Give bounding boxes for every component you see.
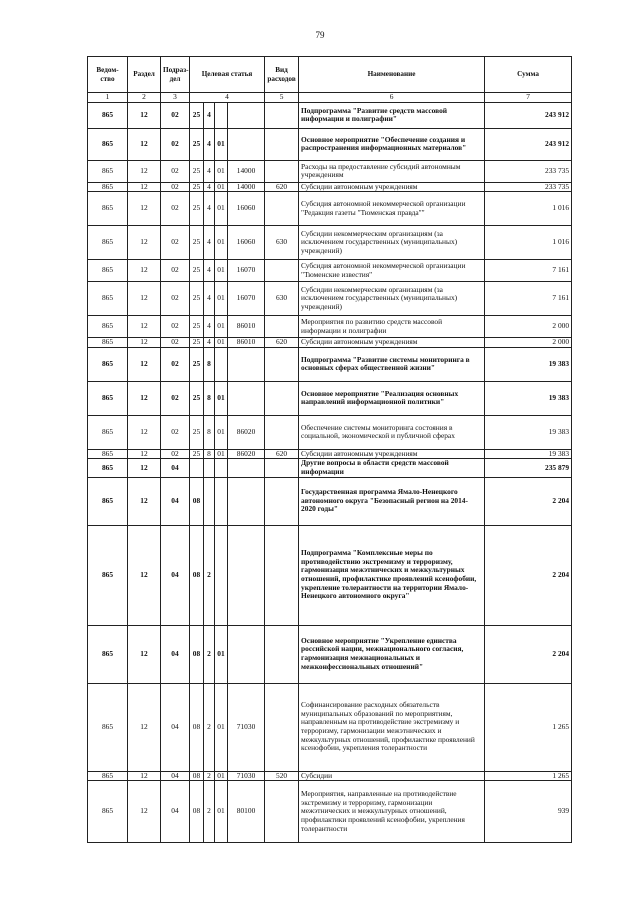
target-event-cell: 01: [215, 160, 228, 182]
target-subprogram-cell: 4: [204, 160, 215, 182]
ved-cell: 865: [88, 226, 128, 260]
target-program-cell: 25: [190, 128, 204, 160]
podrazdel-cell: 02: [161, 338, 190, 348]
target-event-cell: 01: [215, 781, 228, 843]
sum-cell: 243 912: [485, 102, 572, 128]
table-row: [88, 415, 572, 449]
ved-cell: 865: [88, 160, 128, 182]
podrazdel-cell: 02: [161, 449, 190, 459]
expense-type-cell: [265, 459, 299, 477]
sum-cell: 2 204: [485, 477, 572, 525]
sum-cell: 1 016: [485, 192, 572, 226]
target-subprogram-cell: 2: [204, 683, 215, 771]
table-row: [88, 347, 572, 381]
expense-type-cell: [265, 381, 299, 415]
podrazdel-cell: 02: [161, 347, 190, 381]
razdel-cell: 12: [128, 449, 161, 459]
target-direction-cell: 86010: [228, 316, 265, 338]
target-direction-cell: [228, 625, 265, 683]
razdel-cell: 12: [128, 316, 161, 338]
table-row: [88, 771, 572, 781]
name-cell: Государственная программа Ямало-Ненецкого автономного округа "Безопасный регион на 2014-2020 годы": [299, 477, 485, 525]
podrazdel-cell: 04: [161, 477, 190, 525]
ved-cell: 865: [88, 128, 128, 160]
target-subprogram-cell: [204, 477, 215, 525]
razdel-cell: 12: [128, 128, 161, 160]
razdel-cell: 12: [128, 347, 161, 381]
sum-cell: 1 265: [485, 771, 572, 781]
name-cell: Основное мероприятие "Реализация основных направлений информационной политики": [299, 381, 485, 415]
razdel-cell: 12: [128, 192, 161, 226]
ved-cell: 865: [88, 102, 128, 128]
table-row: [88, 459, 572, 477]
target-program-cell: 08: [190, 525, 204, 625]
target-direction-cell: 71030: [228, 771, 265, 781]
podrazdel-cell: 02: [161, 282, 190, 316]
table-row: [88, 182, 572, 192]
target-subprogram-cell: 8: [204, 415, 215, 449]
name-cell: Софинансирование расходных обязательств муниципальных образований по мероприятиям, направленным на противодействие экстремизму и терроризму, гармонизации межэтнических и межкультурных отношений, профилактике проявлений ксенофобии, укрепления толерантности: [299, 683, 485, 771]
target-program-cell: [190, 459, 204, 477]
target-program-cell: 25: [190, 160, 204, 182]
expense-type-cell: [265, 128, 299, 160]
index-cell: 3: [161, 93, 190, 103]
razdel-cell: 12: [128, 459, 161, 477]
header-podrazdel: Подраз-дел: [161, 57, 190, 93]
ved-cell: 865: [88, 260, 128, 282]
razdel-cell: 12: [128, 625, 161, 683]
target-event-cell: 01: [215, 182, 228, 192]
table-row: [88, 160, 572, 182]
table-row: [88, 226, 572, 260]
target-direction-cell: [228, 525, 265, 625]
table-row: [88, 381, 572, 415]
target-event-cell: [215, 102, 228, 128]
podrazdel-cell: 04: [161, 625, 190, 683]
ved-cell: 865: [88, 771, 128, 781]
target-event-cell: 01: [215, 128, 228, 160]
razdel-cell: 12: [128, 260, 161, 282]
expense-type-cell: [265, 260, 299, 282]
target-subprogram-cell: 4: [204, 128, 215, 160]
name-cell: Субсидия автономной некоммерческой организации "Редакция газеты "Тюменская правда"": [299, 192, 485, 226]
page-number: 79: [315, 30, 325, 40]
name-cell: Субсидии: [299, 771, 485, 781]
name-cell: Мероприятия по развитию средств массовой информации и полиграфии: [299, 316, 485, 338]
expense-type-cell: [265, 347, 299, 381]
razdel-cell: 12: [128, 683, 161, 771]
expense-type-cell: 620: [265, 338, 299, 348]
index-cell: 4: [190, 93, 265, 103]
header-name: Наименование: [299, 57, 485, 93]
razdel-cell: 12: [128, 415, 161, 449]
target-direction-cell: 16060: [228, 226, 265, 260]
podrazdel-cell: 04: [161, 781, 190, 843]
razdel-cell: 12: [128, 771, 161, 781]
ved-cell: 865: [88, 449, 128, 459]
target-event-cell: 01: [215, 282, 228, 316]
target-program-cell: 25: [190, 182, 204, 192]
target-program-cell: 08: [190, 683, 204, 771]
razdel-cell: 12: [128, 102, 161, 128]
target-program-cell: 25: [190, 338, 204, 348]
target-program-cell: 25: [190, 415, 204, 449]
target-subprogram-cell: 4: [204, 282, 215, 316]
expense-type-cell: [265, 192, 299, 226]
name-cell: Обеспечение системы мониторинга состояния в социальной, экономической и публичной сферах: [299, 415, 485, 449]
table-row: [88, 102, 572, 128]
sum-cell: 233 735: [485, 182, 572, 192]
razdel-cell: 12: [128, 182, 161, 192]
target-program-cell: 25: [190, 102, 204, 128]
header-target: Целевая статья: [190, 57, 265, 93]
sum-cell: 19 383: [485, 381, 572, 415]
razdel-cell: 12: [128, 338, 161, 348]
target-subprogram-cell: 2: [204, 625, 215, 683]
target-subprogram-cell: 2: [204, 525, 215, 625]
name-cell: Подпрограмма "Развитие средств массовой информации и полиграфии": [299, 102, 485, 128]
target-event-cell: 01: [215, 683, 228, 771]
target-event-cell: 01: [215, 192, 228, 226]
target-program-cell: 25: [190, 226, 204, 260]
expense-type-cell: [265, 683, 299, 771]
target-program-cell: 25: [190, 192, 204, 226]
table-row: [88, 282, 572, 316]
podrazdel-cell: 04: [161, 683, 190, 771]
header-razdel: Раздел: [128, 57, 161, 93]
expense-type-cell: [265, 477, 299, 525]
index-cell: 7: [485, 93, 572, 103]
razdel-cell: 12: [128, 381, 161, 415]
razdel-cell: 12: [128, 282, 161, 316]
header-vid: Вид расходов: [265, 57, 299, 93]
index-cell: 2: [128, 93, 161, 103]
table-row: [88, 316, 572, 338]
ved-cell: 865: [88, 415, 128, 449]
ved-cell: 865: [88, 525, 128, 625]
sum-cell: 19 383: [485, 449, 572, 459]
target-event-cell: [215, 525, 228, 625]
target-program-cell: 08: [190, 625, 204, 683]
table-row: [88, 338, 572, 348]
ved-cell: 865: [88, 182, 128, 192]
sum-cell: 243 912: [485, 128, 572, 160]
target-subprogram-cell: 4: [204, 338, 215, 348]
name-cell: Основное мероприятие "Укрепление единства российской нации, межнационального согласия, гармонизация межнациональных и межконфессиональных отношений": [299, 625, 485, 683]
ved-cell: 865: [88, 381, 128, 415]
target-direction-cell: [228, 347, 265, 381]
sum-cell: 1 016: [485, 226, 572, 260]
target-event-cell: [215, 347, 228, 381]
podrazdel-cell: 02: [161, 260, 190, 282]
target-event-cell: 01: [215, 625, 228, 683]
table-row: [88, 525, 572, 625]
target-subprogram-cell: 4: [204, 226, 215, 260]
target-subprogram-cell: 2: [204, 781, 215, 843]
ved-cell: 865: [88, 192, 128, 226]
name-cell: Субсидии автономным учреждениям: [299, 449, 485, 459]
target-direction-cell: 14000: [228, 182, 265, 192]
target-event-cell: 01: [215, 338, 228, 348]
target-event-cell: 01: [215, 449, 228, 459]
target-program-cell: 08: [190, 477, 204, 525]
header-sum: Сумма: [485, 57, 572, 93]
ved-cell: 865: [88, 683, 128, 771]
razdel-cell: 12: [128, 160, 161, 182]
expense-type-cell: [265, 625, 299, 683]
expense-type-cell: [265, 316, 299, 338]
target-direction-cell: 86020: [228, 415, 265, 449]
target-direction-cell: [228, 128, 265, 160]
podrazdel-cell: 02: [161, 415, 190, 449]
expense-type-cell: [265, 525, 299, 625]
ved-cell: 865: [88, 282, 128, 316]
header-ved: Ведом-ство: [88, 57, 128, 93]
index-row: [88, 93, 572, 103]
target-subprogram-cell: 2: [204, 771, 215, 781]
target-program-cell: 25: [190, 282, 204, 316]
target-program-cell: 25: [190, 381, 204, 415]
sum-cell: 233 735: [485, 160, 572, 182]
index-cell: 1: [88, 93, 128, 103]
target-event-cell: [215, 477, 228, 525]
podrazdel-cell: 02: [161, 192, 190, 226]
expense-type-cell: 630: [265, 282, 299, 316]
target-direction-cell: 16070: [228, 260, 265, 282]
target-direction-cell: [228, 381, 265, 415]
table-row: [88, 449, 572, 459]
target-program-cell: 25: [190, 316, 204, 338]
table-row: [88, 128, 572, 160]
ved-cell: 865: [88, 781, 128, 843]
ved-cell: 865: [88, 347, 128, 381]
sum-cell: 7 161: [485, 282, 572, 316]
index-cell: 6: [299, 93, 485, 103]
name-cell: Субсидии некоммерческим организациям (за исключением государственных (муниципальных) учреждений): [299, 226, 485, 260]
target-subprogram-cell: 4: [204, 182, 215, 192]
podrazdel-cell: 02: [161, 128, 190, 160]
target-event-cell: [215, 459, 228, 477]
target-direction-cell: [228, 102, 265, 128]
target-event-cell: 01: [215, 415, 228, 449]
name-cell: Мероприятия, направленные на противодействие экстремизму и терроризму, гармонизации межэтнических и межкультурных отношений, профилактики проявлений ксенофобии, укрепления толерантности: [299, 781, 485, 843]
header-row: [88, 57, 572, 93]
target-program-cell: 08: [190, 771, 204, 781]
podrazdel-cell: 02: [161, 160, 190, 182]
ved-cell: 865: [88, 625, 128, 683]
target-direction-cell: 16060: [228, 192, 265, 226]
target-event-cell: 01: [215, 381, 228, 415]
target-direction-cell: 16070: [228, 282, 265, 316]
sum-cell: 235 879: [485, 459, 572, 477]
name-cell: Субсидии некоммерческим организациям (за исключением государственных (муниципальных) учреждений): [299, 282, 485, 316]
target-event-cell: 01: [215, 316, 228, 338]
target-program-cell: 08: [190, 781, 204, 843]
sum-cell: 7 161: [485, 260, 572, 282]
table-row: [88, 781, 572, 843]
podrazdel-cell: 02: [161, 381, 190, 415]
name-cell: Субсидии автономным учреждениям: [299, 338, 485, 348]
name-cell: Расходы на предоставление субсидий автономным учреждениям: [299, 160, 485, 182]
target-program-cell: 25: [190, 449, 204, 459]
target-direction-cell: 86010: [228, 338, 265, 348]
razdel-cell: 12: [128, 781, 161, 843]
target-direction-cell: 14000: [228, 160, 265, 182]
table-row: [88, 625, 572, 683]
sum-cell: 19 383: [485, 415, 572, 449]
expense-type-cell: [265, 160, 299, 182]
razdel-cell: 12: [128, 226, 161, 260]
name-cell: Другие вопросы в области средств массовой информации: [299, 459, 485, 477]
expense-type-cell: 620: [265, 449, 299, 459]
target-direction-cell: [228, 459, 265, 477]
name-cell: Подпрограмма "Комплексные меры по противодействию экстремизму и терроризму, гармонизация межэтнических и межкультурных отношений, профилактике проявлений ксенофобии, укрепление толерантности на территории Ямало-Ненецкого автономного округа": [299, 525, 485, 625]
expense-type-cell: [265, 781, 299, 843]
target-subprogram-cell: 8: [204, 449, 215, 459]
ved-cell: 865: [88, 459, 128, 477]
sum-cell: 2 204: [485, 525, 572, 625]
target-subprogram-cell: [204, 459, 215, 477]
target-subprogram-cell: 4: [204, 192, 215, 226]
podrazdel-cell: 02: [161, 226, 190, 260]
podrazdel-cell: 02: [161, 102, 190, 128]
expense-type-cell: 630: [265, 226, 299, 260]
table-row: [88, 683, 572, 771]
target-program-cell: 25: [190, 347, 204, 381]
target-subprogram-cell: 4: [204, 260, 215, 282]
ved-cell: 865: [88, 477, 128, 525]
expense-type-cell: [265, 102, 299, 128]
expense-type-cell: 620: [265, 182, 299, 192]
target-event-cell: 01: [215, 771, 228, 781]
sum-cell: 19 383: [485, 347, 572, 381]
target-subprogram-cell: 8: [204, 381, 215, 415]
target-program-cell: 25: [190, 260, 204, 282]
target-direction-cell: 86020: [228, 449, 265, 459]
podrazdel-cell: 02: [161, 316, 190, 338]
table-row: [88, 260, 572, 282]
name-cell: Подпрограмма "Развитие системы мониторинга в основных сферах общественной жизни": [299, 347, 485, 381]
target-direction-cell: [228, 477, 265, 525]
target-event-cell: 01: [215, 260, 228, 282]
razdel-cell: 12: [128, 477, 161, 525]
podrazdel-cell: 04: [161, 525, 190, 625]
ved-cell: 865: [88, 338, 128, 348]
sum-cell: 2 000: [485, 316, 572, 338]
expense-type-cell: 520: [265, 771, 299, 781]
table-row: [88, 477, 572, 525]
podrazdel-cell: 04: [161, 459, 190, 477]
podrazdel-cell: 04: [161, 771, 190, 781]
table-row: [88, 192, 572, 226]
podrazdel-cell: 02: [161, 182, 190, 192]
target-subprogram-cell: 4: [204, 316, 215, 338]
target-subprogram-cell: 8: [204, 347, 215, 381]
target-direction-cell: 71030: [228, 683, 265, 771]
sum-cell: 2 000: [485, 338, 572, 348]
expense-type-cell: [265, 415, 299, 449]
ved-cell: 865: [88, 316, 128, 338]
sum-cell: 2 204: [485, 625, 572, 683]
budget-table: [87, 56, 572, 843]
sum-cell: 939: [485, 781, 572, 843]
target-event-cell: 01: [215, 226, 228, 260]
name-cell: Основное мероприятие "Обеспечение создания и распространения информационных материалов": [299, 128, 485, 160]
target-subprogram-cell: 4: [204, 102, 215, 128]
razdel-cell: 12: [128, 525, 161, 625]
name-cell: Субсидия автономной некоммерческой организации "Тюменские известия": [299, 260, 485, 282]
sum-cell: 1 265: [485, 683, 572, 771]
name-cell: Субсидии автономным учреждениям: [299, 182, 485, 192]
target-direction-cell: 80100: [228, 781, 265, 843]
index-cell: 5: [265, 93, 299, 103]
